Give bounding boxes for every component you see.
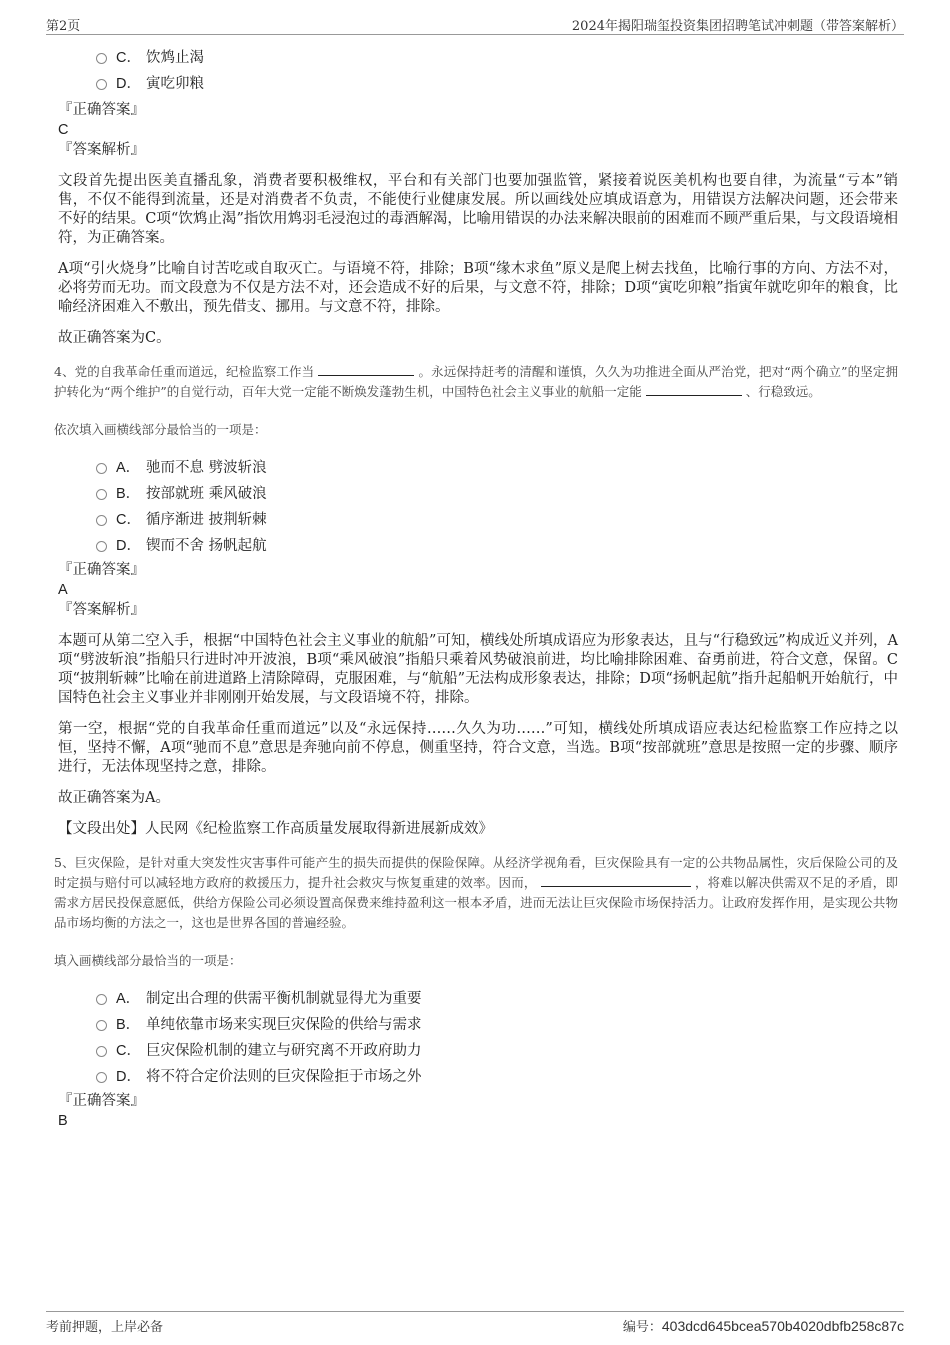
answer-value: C — [58, 122, 69, 138]
answer-value: B — [58, 1113, 68, 1129]
answer-label: 『正确答案』 — [58, 102, 145, 118]
analysis-conclusion: 故正确答案为A。 — [58, 790, 170, 806]
q5-prompt: 填入画横线部分最恰当的一项是： — [54, 953, 242, 968]
page-content — [54, 44, 898, 1131]
analysis-paragraph: 本题可从第二空入手，根据“中国特色社会主义事业的航船”可知，横线处所填成语应为形象表达，且与“行稳致远”构成近义并列，A项“劈波斩浪”指船只行进时冲开波浪，B项“乘风破浪”指船只乘着风势破浪前进，均比喻排除困难、奋勇前进，符合文意，保留。C项“披荆斩棘”比喻在前进道路上清除障碍，克服困难，与“航船”无法构成形象表达，排除；D项“扬帆起航”指升起船帆开始航行，中国特色社会主义事业并非刚刚开始发展，与文段语境不符，排除。 — [58, 633, 898, 706]
q5-option-a[interactable]: A． 制定出合理的供需平衡机制就显得尤为重要 — [58, 985, 898, 1011]
radio-icon[interactable] — [96, 1020, 107, 1031]
q5-stem: 5、巨灾保险，是针对重大突发性灾害事件可能产生的损失而提供的保险保障。从经济学视角看，巨灾保险具有一定的公共物品属性，灾后保险公司的及时定损与赔付可以减轻地方政府的救援压力，提升社会救灾与恢复重建的效率。因而， ，将难以解决供需双不足的矛盾，即需求方居民投保意愿低，供给方保险公司必须设置高保费来维持盈利这一根本矛盾，进而无法让巨灾保险市场保持活力。让政府发挥作用，是实现公共物品市场均衡的方法之一，这也是世界各国的普遍经验。 — [54, 855, 898, 930]
radio-icon[interactable] — [96, 541, 107, 552]
analysis-conclusion: 故正确答案为C。 — [58, 330, 171, 346]
answer-label: 『正确答案』 — [58, 562, 145, 578]
page-footer — [46, 1311, 904, 1334]
document-title: 2024年揭阳瑞玺投资集团招聘笔试冲刺题（带答案解析） — [571, 19, 904, 34]
analysis-paragraph: 文段首先提出医美直播乱象，消费者要积极维权，平台和有关部门也要加强监管，紧接着说医美机构也要自律，为流量“亏本”销售，不仅不能得到流量，还是对消费者不负责，不能使行业健康发展。所以画线处应填成语意为，用错误方法解决问题，还会带来不好的结果。C项“饮鸩止渴”指饮用鸩羽毛浸泡过的毒酒解渴，比喻用错误的办法来解决眼前的困难而不顾严重后果，与文段语境相符，为正确答案。 — [58, 173, 898, 246]
q4-option-d[interactable]: D． 锲而不舍 扬帆起航 — [58, 532, 898, 558]
page-header — [46, 14, 904, 35]
q3-option-c[interactable]: C． 饮鸩止渴 — [58, 44, 898, 70]
q4-option-b[interactable]: B． 按部就班 乘风破浪 — [58, 480, 898, 506]
radio-icon[interactable] — [96, 79, 107, 90]
q3-option-d[interactable]: D． 寅吃卯粮 — [58, 70, 898, 96]
radio-icon[interactable] — [96, 463, 107, 474]
q5-options — [58, 985, 898, 1089]
source-citation: 【文段出处】人民网《纪检监察工作高质量发展取得新进展新成效》 — [58, 821, 493, 837]
answer-blank — [318, 363, 414, 376]
page-number: 第2页 — [46, 19, 81, 34]
analysis-paragraph: A项“引火烧身”比喻自讨苦吃或自取灭亡。与语境不符，排除；B项“缘木求鱼”原义是爬上树去找鱼，比喻行事的方向、方法不对，必将劳而无功。而文段意为不仅是方法不对，还会造成不好的后果，与文意不符，排除；D项“寅吃卯粮”指寅年就吃卯年的粮食，比喻经济困难入不敷出，预先借支、挪用。与文意不符，排除。 — [58, 261, 898, 315]
radio-icon[interactable] — [96, 53, 107, 64]
radio-icon[interactable] — [96, 515, 107, 526]
answer-blank — [646, 383, 742, 396]
q4-option-c[interactable]: C． 循序渐进 披荆斩棘 — [58, 506, 898, 532]
footer-slogan: 考前押题，上岸必备 — [46, 1320, 164, 1335]
answer-label: 『正确答案』 — [58, 1093, 145, 1109]
q5-option-c[interactable]: C． 巨灾保险机制的建立与研究离不开政府助力 — [58, 1037, 898, 1063]
analysis-label: 『答案解析』 — [58, 142, 145, 158]
radio-icon[interactable] — [96, 1046, 107, 1057]
analysis-paragraph: 第一空，根据“党的自我革命任重而道远”以及“永远保持……久久为功……”可知，横线处所填成语应表达纪检监察工作应持之以恒，坚持不懈，A项“驰而不息”意思是奔驰向前不停息，侧重坚持，符合文意，当选。B项“按部就班”意思是按照一定的步骤、顺序进行，无法体现坚持之意，排除。 — [58, 721, 898, 775]
q4-option-a[interactable]: A． 驰而不息 劈波斩浪 — [58, 454, 898, 480]
answer-blank — [541, 874, 691, 887]
radio-icon[interactable] — [96, 1072, 107, 1083]
q5-option-b[interactable]: B． 单纯依靠市场来实现巨灾保险的供给与需求 — [58, 1011, 898, 1037]
radio-icon[interactable] — [96, 994, 107, 1005]
document-code: 编号：403dcd645bcea570b4020dbfb258c87c — [622, 1318, 904, 1335]
q3-options — [58, 44, 898, 96]
q4-stem: 4、党的自我革命任重而道远，纪检监察工作当 。永远保持赶考的清醒和谨慎，久久为功推进全面从严治党，把对“两个确立”的坚定拥护转化为“两个维护”的自觉行动，百年大党一定能不断焕发蓬勃生机，中国特色社会主义事业的航船一定能 、行稳致远。 — [54, 364, 898, 399]
q4-prompt: 依次填入画横线部分最恰当的一项是： — [54, 422, 267, 437]
answer-value: A — [58, 582, 68, 598]
q4-options — [58, 454, 898, 558]
radio-icon[interactable] — [96, 489, 107, 500]
q5-option-d[interactable]: D． 将不符合定价法则的巨灾保险拒于市场之外 — [58, 1063, 898, 1089]
analysis-label: 『答案解析』 — [58, 602, 145, 618]
